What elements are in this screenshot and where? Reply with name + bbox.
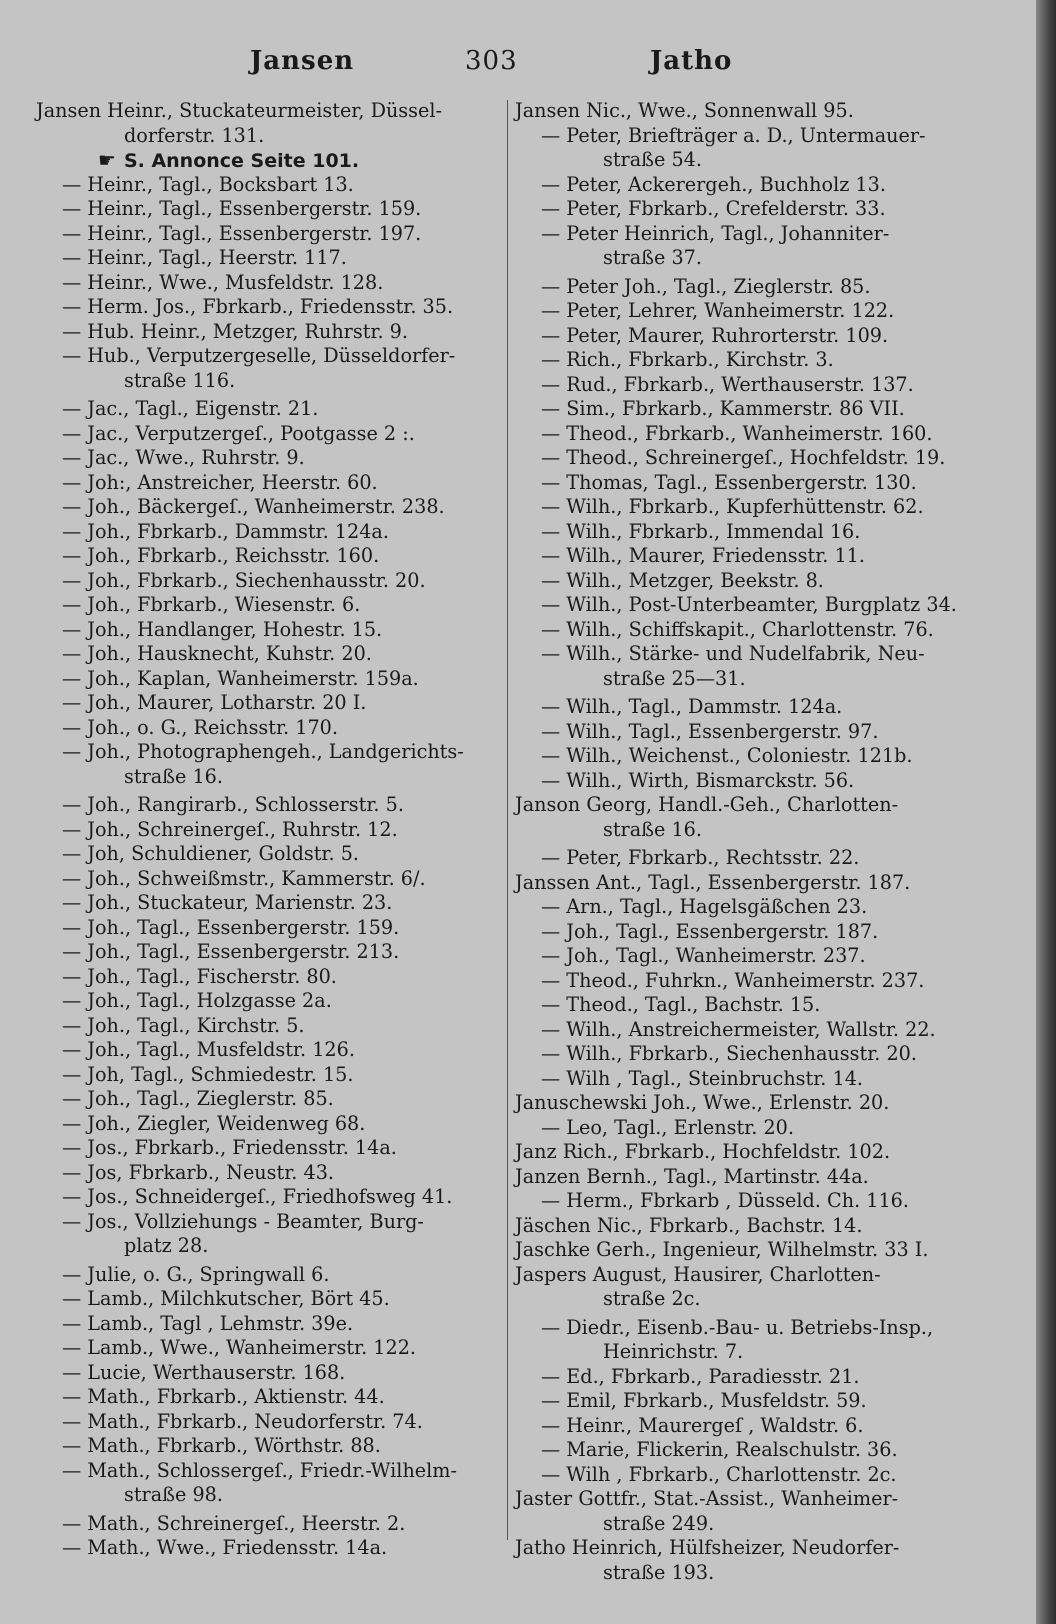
directory-entry-line: — Diedr., Eisenb.-Bau- u. Betriebs-Insp., — [541, 1315, 934, 1339]
directory-entry-line: — Math., Fbrkarb., Neudorferstr. 74. — [62, 1409, 423, 1433]
directory-entry-line: — Wilh., Maurer, Friedensstr. 11. — [541, 544, 865, 567]
directory-entry-line: Jatho Heinrich, Hülfsheizer, Neudorfer- — [515, 1536, 900, 1559]
directory-entry-line: — Jac., Wwe., Ruhrstr. 9. — [62, 446, 305, 469]
directory-entry-line: — Joh., Maurer, Lotharstr. 20 I. — [62, 691, 367, 714]
directory-entry-line: straße 16. — [603, 817, 702, 841]
directory-entry-line — [36, 148, 506, 173]
directory-entry-line: — Jac., Verputzergeſ., Pootgasse 2 :. — [62, 421, 415, 445]
directory-entry-line: — Joh., Tagl., Wanheimerstr. 237. — [541, 944, 866, 967]
directory-entry-line: — Joh., o. G., Reichsstr. 170. — [62, 715, 338, 739]
directory-entry-line: — Wilh., Metzger, Beekstr. 8. — [541, 568, 824, 592]
directory-entry-line: — Joh., Schweißmstr., Kammerstr. 6/. — [62, 866, 426, 890]
directory-entry-line: — Math., Schreinergeſ., Heerstr. 2. — [62, 1511, 406, 1535]
directory-entry-line: — Emil, Fbrkarb., Musfeldstr. 59. — [541, 1389, 867, 1412]
directory-entry-line: — Jos., Fbrkarb., Friedensstr. 14a. — [62, 1136, 397, 1159]
directory-entry-line: Janson Georg, Handl.-Geh., Charlotten- — [515, 793, 899, 816]
directory-entry-line: — Jac., Tagl., Eigenstr. 21. — [62, 397, 319, 420]
directory-entry-line: — Marie, Flickerin, Realschulstr. 36. — [541, 1438, 898, 1461]
directory-entry-line: straße 193. — [603, 1560, 715, 1584]
directory-entry-line: — Joh., Fbrkarb., Reichsstr. 160. — [62, 544, 380, 567]
directory-entry-line: Jaschke Gerh., Ingenieur, Wilhelmstr. 33 I. — [515, 1238, 929, 1261]
directory-entry-line: — Wilh., Stärke- und Nudelfabrik, Neu- — [541, 642, 925, 665]
directory-entry-line: — Wilh , Tagl., Steinbruchstr. 14. — [541, 1066, 864, 1090]
directory-entry-line: straße 2c. — [603, 1287, 701, 1310]
annonce-reference: S. Annonce Seite 101. — [123, 150, 360, 172]
directory-entry-line: — Wilh., Tagl., Dammstr. 124a. — [541, 695, 843, 718]
directory-entry-line: — Joh., Tagl., Zieglerstr. 85. — [62, 1087, 334, 1110]
directory-entry-line: — Wilh., Fbrkarb., Siechenhausstr. 20. — [541, 1042, 917, 1065]
directory-entry-line: straße 249. — [603, 1511, 715, 1535]
directory-entry-line: — Wilh., Fbrkarb., Immendal 16. — [541, 519, 861, 543]
directory-entry-line: — Heinr., Tagl., Essenbergerstr. 197. — [62, 221, 422, 245]
directory-entry-line: — Wilh., Tagl., Essenbergerstr. 97. — [541, 719, 879, 743]
directory-entry-line: — Herm., Fbrkarb , Düsseld. Ch. 116. — [541, 1189, 909, 1212]
directory-entry-line: — Joh., Fbrkarb., Dammstr. 124a. — [62, 519, 389, 543]
directory-entry-line: Janzen Bernh., Tagl., Martinstr. 44a. — [515, 1164, 869, 1188]
directory-entry-line: — Peter, Ackerergeh., Buchholz 13. — [541, 172, 886, 196]
directory-entry-line: — Math., Schlossergeſ., Friedr.-Wilhelm- — [62, 1458, 457, 1482]
directory-entry-line: — Joh., Photographengeh., Landgerichts- — [62, 740, 464, 763]
directory-entry-line: — Joh., Bäckergeſ., Wanheimerstr. 238. — [62, 495, 445, 518]
directory-entry-line: — Joh., Fbrkarb., Siechenhausstr. 20. — [62, 568, 426, 592]
directory-entry-line: Januschewski Joh., Wwe., Erlenstr. 20. — [515, 1091, 890, 1114]
directory-entry-line: — Joh., Tagl., Holzgasse 2a. — [62, 989, 332, 1012]
directory-entry-line: — Hub., Verputzergeselle, Düsseldorfer- — [62, 344, 456, 367]
pointing-hand-icon: ☛ — [98, 148, 116, 172]
directory-entry-line: — Peter Heinrich, Tagl., Johanniter- — [541, 221, 890, 245]
directory-entry-line: — Thomas, Tagl., Essenbergerstr. 130. — [541, 470, 917, 494]
directory-entry-line: — Joh., Kaplan, Wanheimerstr. 159a. — [62, 666, 419, 690]
directory-entry-line: — Peter, Lehrer, Wanheimerstr. 122. — [541, 299, 895, 322]
directory-entry-line: — Heinr., Wwe., Musfeldstr. 128. — [62, 270, 384, 294]
directory-entry-line: — Lamb., Milchkutscher, Bört 45. — [62, 1287, 390, 1310]
directory-entry-line: — Joh., Hausknecht, Kuhstr. 20. — [62, 642, 372, 665]
directory-entry-line: — Wilh., Weichenst., Coloniestr. 121b. — [541, 744, 913, 767]
directory-entry-line: straße 98. — [124, 1483, 223, 1506]
directory-entry-line: — Peter Joh., Tagl., Zieglerstr. 85. — [541, 274, 871, 298]
directory-entry-line: — Joh., Handlanger, Hohestr. 15. — [62, 617, 383, 641]
directory-entry-line: — Joh., Tagl., Fischerstr. 80. — [62, 964, 337, 988]
directory-entry-line: — Ed., Fbrkarb., Paradiesstr. 21. — [541, 1364, 860, 1388]
directory-entry-line: — Wilh., Anstreichermeister, Wallstr. 22. — [541, 1017, 936, 1041]
directory-entry-line: — Lamb., Tagl , Lehmstr. 39e. — [62, 1311, 354, 1335]
directory-entry-line: — Joh., Tagl., Musfeldstr. 126. — [62, 1038, 355, 1061]
page-edge — [1036, 0, 1056, 1624]
directory-entry-line: — Theod., Fuhrkn., Wanheimerstr. 237. — [541, 968, 925, 992]
directory-entry-line: — Wilh., Fbrkarb., Kupferhüttenstr. 62. — [541, 495, 924, 518]
directory-entry-line: — Heinr., Tagl., Bocksbart 13. — [62, 172, 354, 196]
directory-entry-line: — Joh., Stuckateur, Marienstr. 23. — [62, 891, 393, 914]
directory-entry-line: — Heinr., Tagl., Heerstr. 117. — [62, 246, 347, 269]
directory-entry-line: — Theod., Fbrkarb., Wanheimerstr. 160. — [541, 421, 933, 445]
directory-entry-line: — Joh., Tagl., Essenbergerstr. 187. — [541, 919, 879, 943]
directory-entry-line: — Julie, o. G., Springwall 6. — [62, 1262, 330, 1286]
directory-entry-line: — Joh., Tagl., Essenbergerstr. 159. — [62, 915, 400, 939]
directory-entry-line: — Sim., Fbrkarb., Kammerstr. 86 VII. — [541, 397, 905, 420]
left-column — [36, 99, 506, 1561]
directory-entry-line: straße 37. — [603, 246, 702, 269]
directory-entry-line: — Heinr., Tagl., Essenbergerstr. 159. — [62, 197, 422, 220]
directory-entry-line: straße 116. — [124, 368, 236, 392]
directory-entry-line: dorferstr. 131. — [124, 123, 265, 147]
directory-entry-line: — Joh, Schuldiener, Goldstr. 5. — [62, 842, 360, 865]
directory-entry-line: — Math., Fbrkarb., Wörthstr. 88. — [62, 1434, 381, 1457]
directory-entry-line: — Arn., Tagl., Hagelsgäßchen 23. — [541, 895, 868, 918]
directory-entry-line: Jaster Gottfr., Stat.-Assist., Wanheimer- — [515, 1487, 899, 1510]
directory-entry-line: — Peter, Maurer, Ruhrorterstr. 109. — [541, 323, 889, 347]
directory-entry-line: — Joh., Tagl., Kirchstr. 5. — [62, 1013, 305, 1037]
directory-entry-line: Heinrichstr. 7. — [603, 1340, 744, 1363]
directory-entry-line: — Hub. Heinr., Metzger, Ruhrstr. 9. — [62, 319, 408, 343]
directory-entry-line: — Peter, Fbrkarb., Rechtsstr. 22. — [541, 846, 860, 869]
directory-entry-line: — Joh., Schreinergeſ., Ruhrstr. 12. — [62, 817, 398, 841]
directory-entry-line: — Rud., Fbrkarb., Werthauserstr. 137. — [541, 372, 914, 396]
directory-entry-line: Jäschen Nic., Fbrkarb., Bachstr. 14. — [515, 1213, 863, 1237]
directory-entry-line: — Jos., Vollziehungs - Beamter, Burg- — [62, 1209, 424, 1233]
right-column — [515, 99, 1015, 1585]
directory-entry-line: — Joh., Fbrkarb., Wiesenstr. 6. — [62, 593, 361, 616]
directory-entry-line: — Joh, Tagl., Schmiedestr. 15. — [62, 1062, 354, 1086]
directory-entry-line: Jaspers August, Hausirer, Charlotten- — [515, 1262, 881, 1286]
directory-entry-line: — Wilh., Post-Unterbeamter, Burgplatz 34. — [541, 593, 957, 616]
running-head-left: Jansen — [250, 46, 355, 76]
directory-entry-line: — Wilh., Wirth, Bismarckstr. 56. — [541, 768, 855, 792]
directory-entry-line: Janssen Ant., Tagl., Essenbergerstr. 187. — [515, 870, 911, 894]
page-number: 303 — [465, 46, 518, 76]
directory-entry-line: platz 28. — [124, 1234, 209, 1257]
directory-entry-line: Jansen Heinr., Stuckateurmeister, Düssel- — [36, 99, 442, 122]
directory-entry-line: Janz Rich., Fbrkarb., Hochfeldstr. 102. — [515, 1140, 891, 1163]
directory-entry-line: — Lucie, Werthauserstr. 168. — [62, 1360, 346, 1384]
directory-entry-line: — Jos, Fbrkarb., Neustr. 43. — [62, 1160, 334, 1184]
directory-entry-line: — Joh., Tagl., Essenbergerstr. 213. — [62, 940, 400, 963]
directory-entry-line: straße 54. — [603, 148, 702, 171]
directory-entry-line: — Joh., Rangirarb., Schlosserstr. 5. — [62, 793, 404, 816]
directory-entry-line: — Peter, Briefträger a. D., Untermauer- — [541, 123, 926, 147]
directory-entry-line: — Heinr., Maurergeſ , Waldstr. 6. — [541, 1413, 864, 1437]
directory-entry-line: — Wilh., Schiffskapit., Charlottenstr. 76. — [541, 617, 934, 641]
directory-entry-line: — Joh., Ziegler, Weidenweg 68. — [62, 1111, 366, 1135]
directory-entry-line: — Math., Wwe., Friedensstr. 14a. — [62, 1536, 388, 1559]
directory-entry-line: — Rich., Fbrkarb., Kirchstr. 3. — [541, 348, 834, 371]
directory-entry-line: — Wilh , Fbrkarb., Charlottenstr. 2c. — [541, 1462, 897, 1486]
directory-entry-line: — Leo, Tagl., Erlenstr. 20. — [541, 1115, 794, 1139]
directory-entry-line: — Jos., Schneidergeſ., Friedhofsweg 41. — [62, 1185, 453, 1208]
running-head-right: Jatho — [650, 46, 733, 76]
directory-entry-line: straße 16. — [124, 764, 223, 788]
directory-entry-line: straße 25—31. — [603, 666, 746, 690]
directory-entry-line: — Herm. Jos., Fbrkarb., Friedensstr. 35. — [62, 295, 454, 318]
directory-entry-line: — Math., Fbrkarb., Aktienstr. 44. — [62, 1385, 385, 1408]
directory-entry-line: — Peter, Fbrkarb., Crefelderstr. 33. — [541, 197, 886, 220]
directory-entry-line: Jansen Nic., Wwe., Sonnenwall 95. — [515, 99, 854, 122]
column-divider — [507, 100, 508, 1540]
directory-entry-line: — Theod., Schreinergeſ., Hochfeldstr. 19. — [541, 446, 946, 469]
directory-entry-line: — Joh:, Anstreicher, Heerstr. 60. — [62, 470, 378, 494]
directory-entry-line: — Theod., Tagl., Bachstr. 15. — [541, 993, 821, 1016]
directory-entry-line: — Lamb., Wwe., Wanheimerstr. 122. — [62, 1336, 417, 1359]
